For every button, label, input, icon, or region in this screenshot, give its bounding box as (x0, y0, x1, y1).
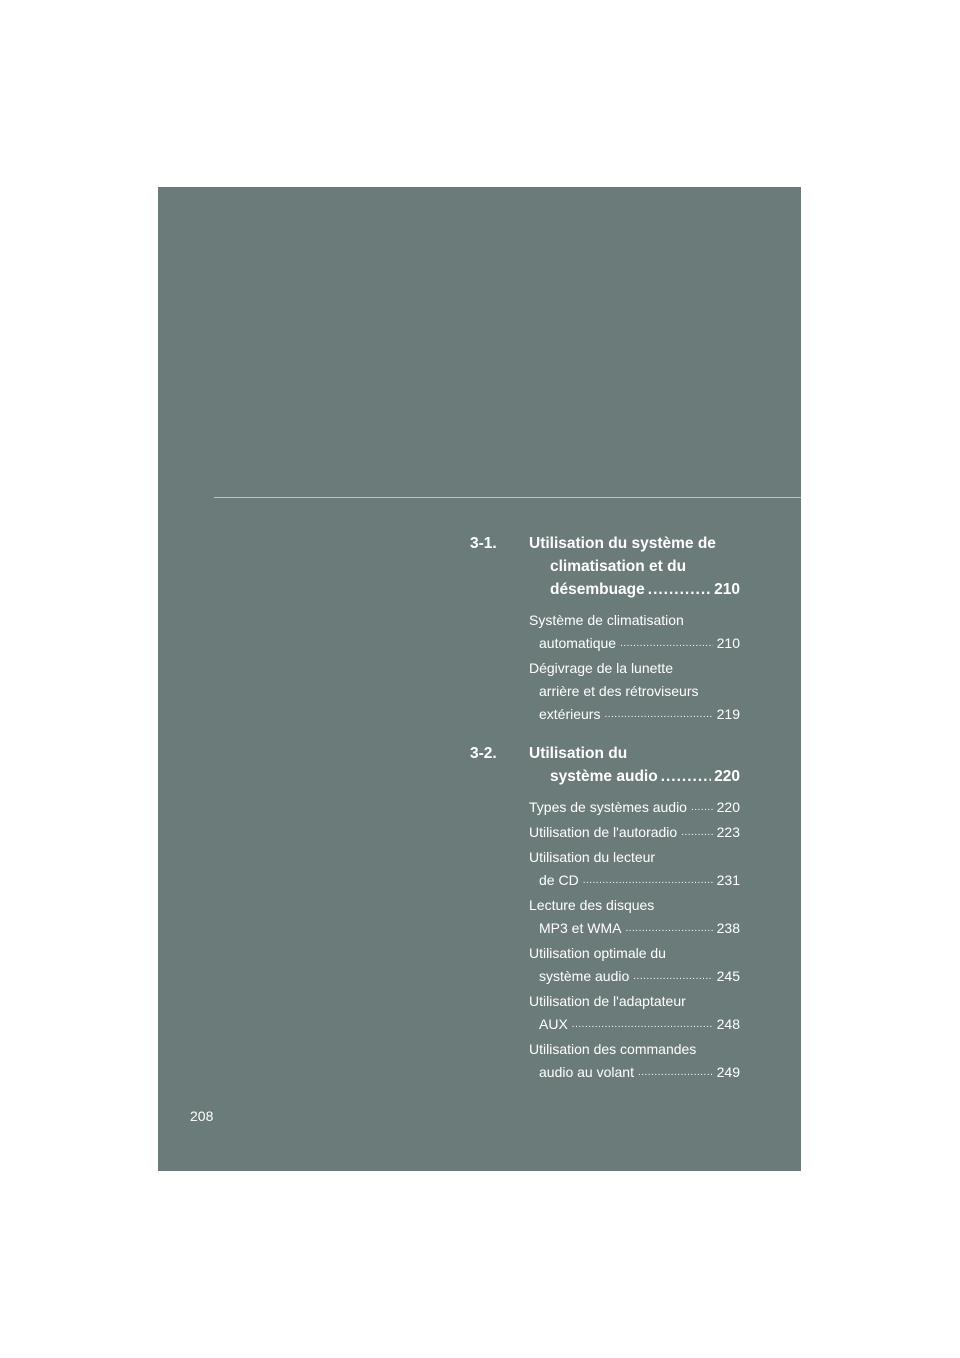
item-title-line: automatique (539, 635, 617, 651)
toc-item[interactable] (529, 894, 740, 940)
section-number: 3-2. (470, 745, 497, 762)
item-title-line: Système de climatisation (529, 612, 684, 628)
item-title-line: audio au volant (539, 1064, 634, 1080)
item-title-line: système audio (539, 968, 630, 984)
item-page-number: 231 (716, 872, 740, 888)
item-title-line: Utilisation de l'autoradio (529, 824, 678, 840)
toc-section-3-2[interactable] (470, 742, 740, 1084)
dot-leader (583, 869, 713, 892)
item-title-line: Utilisation de l'adaptateur (529, 993, 686, 1009)
item-title-line: de CD (539, 872, 579, 888)
toc-item[interactable] (529, 796, 740, 819)
dot-leader (620, 632, 713, 655)
section-title-line: désembuage (550, 581, 645, 598)
toc-item[interactable] (529, 1038, 740, 1084)
item-page-number: 220 (716, 799, 740, 815)
item-title-line: AUX (539, 1016, 568, 1032)
page-number: 208 (190, 1108, 214, 1124)
dot-leader (572, 1013, 713, 1036)
divider-line (214, 497, 801, 498)
toc-section-3-1[interactable] (470, 532, 740, 726)
item-page-number: 248 (716, 1016, 740, 1032)
item-title-line: Lecture des disques (529, 897, 655, 913)
dot-leader (604, 703, 712, 726)
dot-leader (661, 765, 711, 788)
toc-item[interactable] (529, 942, 740, 988)
dot-leader (633, 965, 712, 988)
item-page-number: 245 (716, 968, 740, 984)
item-title-line: Types de systèmes audio (529, 799, 687, 815)
item-title-line: arrière et des rétroviseurs (539, 683, 699, 699)
item-title-line: extérieurs (539, 706, 601, 722)
item-page-number: 238 (716, 920, 740, 936)
section-page-number: 210 (714, 581, 740, 598)
section-title-line: Utilisation du (529, 745, 628, 762)
section-number: 3-1. (470, 535, 497, 552)
toc-item[interactable] (529, 846, 740, 892)
item-page-number: 223 (716, 824, 740, 840)
section-title-line: climatisation et du (550, 558, 687, 575)
section-page-number: 220 (714, 768, 740, 785)
dot-leader (691, 796, 713, 819)
item-title-line: Utilisation optimale du (529, 945, 666, 961)
section-title-line: système audio (550, 768, 658, 785)
section-title-line: Utilisation du système de (529, 535, 716, 552)
item-page-number: 219 (716, 706, 740, 722)
dot-leader (681, 821, 712, 844)
toc-item[interactable] (529, 657, 740, 726)
table-of-contents (470, 532, 740, 1084)
toc-item[interactable] (529, 609, 740, 655)
item-title-line: MP3 et WMA (539, 920, 622, 936)
dot-leader (638, 1061, 713, 1084)
item-title-line: Dégivrage de la lunette (529, 660, 673, 676)
item-page-number: 210 (716, 635, 740, 651)
item-title-line: Utilisation du lecteur (529, 849, 656, 865)
item-title-line: Utilisation des commandes (529, 1041, 697, 1057)
toc-item[interactable] (529, 821, 740, 844)
item-page-number: 249 (716, 1064, 740, 1080)
toc-item[interactable] (529, 990, 740, 1036)
dot-leader (648, 578, 711, 601)
dot-leader (625, 917, 712, 940)
